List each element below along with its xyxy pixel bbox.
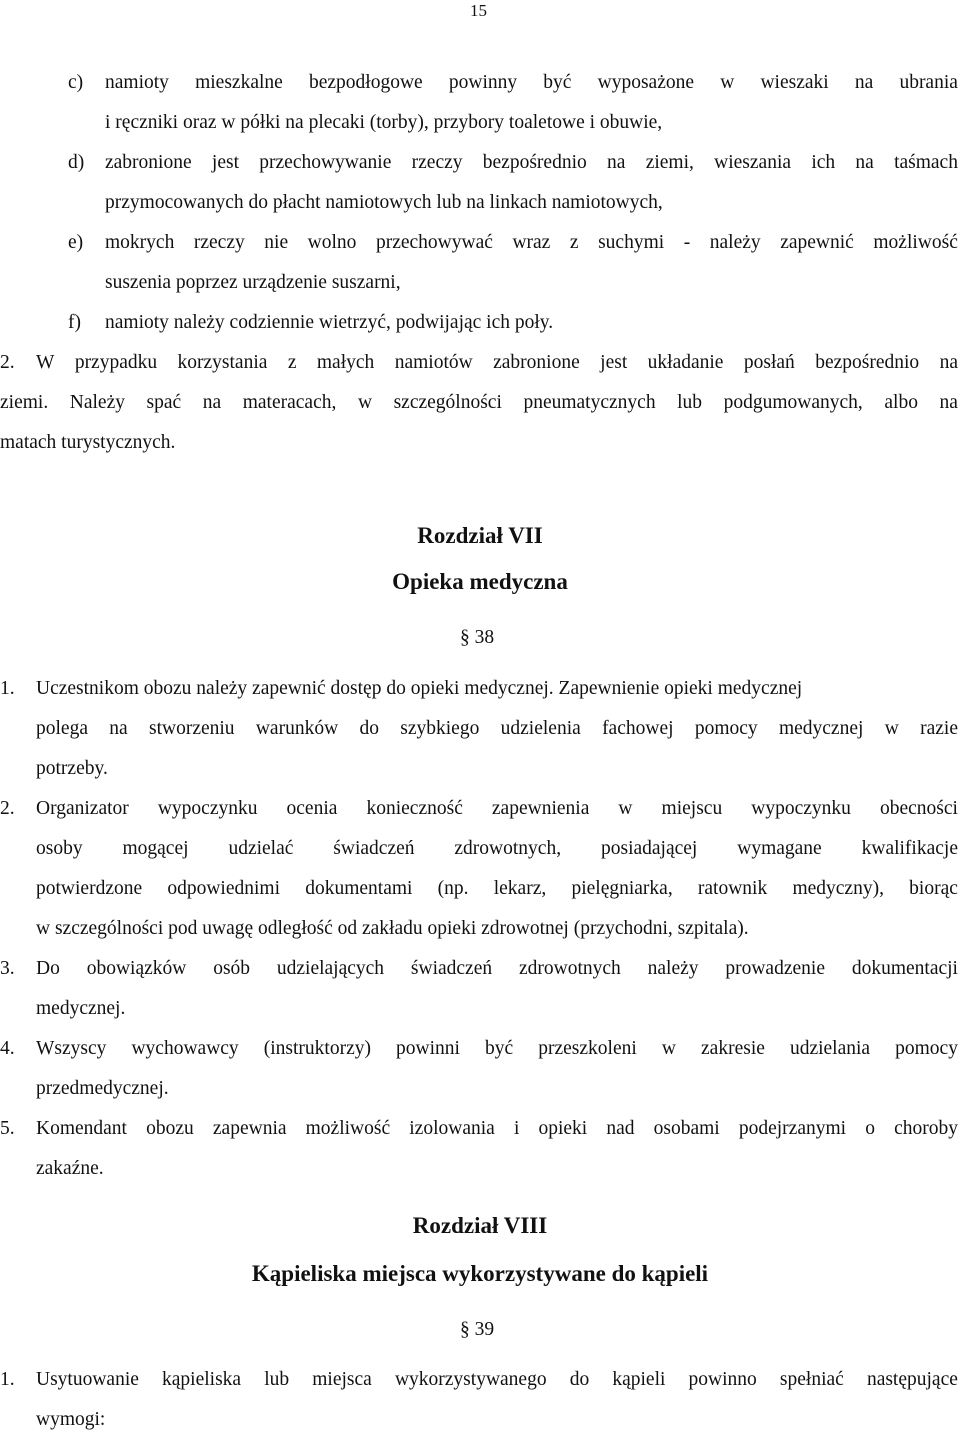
- ch7-item4-line1: [36, 1037, 958, 1061]
- para2-line1: [36, 351, 958, 375]
- word: i: [513, 1118, 520, 1139]
- word: prowadzenie: [725, 958, 825, 979]
- word: osób: [213, 958, 251, 979]
- word: podejrzanymi: [738, 1118, 847, 1139]
- word: zdrowotnych,: [454, 838, 562, 859]
- list-label-d: d): [68, 152, 85, 173]
- word: W: [36, 352, 55, 373]
- ch7-item3-line2: medycznej.: [36, 998, 126, 1019]
- word: namioty: [105, 72, 169, 93]
- ch7-item3-line1: [36, 957, 958, 981]
- word: na: [855, 152, 874, 173]
- word: osoby: [36, 838, 83, 859]
- word: miejscu: [661, 798, 723, 819]
- word: namiotów: [394, 352, 473, 373]
- word: zabronione: [493, 352, 580, 373]
- word: udzielać: [228, 838, 294, 859]
- word: -: [683, 232, 691, 253]
- list-label-c: c): [68, 72, 84, 93]
- word: kwalifikacje: [861, 838, 958, 859]
- word: dokumentami: [305, 878, 413, 899]
- ch7-item5-line2: zakaźne.: [36, 1158, 104, 1179]
- word: następujące: [866, 1369, 958, 1390]
- word: przeszkoleni: [538, 1038, 637, 1059]
- word: wychowawcy: [131, 1038, 239, 1059]
- word: polega: [36, 718, 88, 739]
- word: miejsca: [312, 1369, 372, 1390]
- word: ich: [811, 152, 836, 173]
- word: wymagane: [737, 838, 822, 859]
- word: fachowej: [602, 718, 674, 739]
- word: materacach,: [242, 392, 337, 413]
- word: (instruktorzy): [263, 1038, 371, 1059]
- word: warunków: [255, 718, 339, 739]
- word: możliwość: [873, 232, 958, 253]
- word: wraz: [512, 232, 551, 253]
- word: bezpośrednio: [482, 152, 587, 173]
- ch7-item2-line2: [36, 837, 958, 861]
- word: być: [543, 72, 572, 93]
- word: powinny: [448, 72, 518, 93]
- word: udzielania: [789, 1038, 871, 1059]
- ch7-item1-line3: potrzeby.: [36, 758, 108, 779]
- word: Komendant: [36, 1118, 127, 1139]
- word: wypoczynku: [751, 798, 851, 819]
- ch7-item2-line3: [36, 877, 958, 901]
- word: osobami: [653, 1118, 720, 1139]
- word: mogącej: [122, 838, 189, 859]
- word: korzystania: [177, 352, 268, 373]
- section-38: § 38: [460, 627, 495, 648]
- ch7-item1-label: 1.: [0, 678, 15, 699]
- word: posiadającej: [600, 838, 698, 859]
- word: rzeczy: [193, 232, 245, 253]
- ch7-item2-line1: [36, 797, 958, 821]
- word: nie: [264, 232, 289, 253]
- word: na: [939, 392, 958, 413]
- word: do: [569, 1369, 590, 1390]
- word: Wszyscy: [36, 1038, 107, 1059]
- word: rzeczy: [411, 152, 463, 173]
- word: należy: [647, 958, 699, 979]
- word: bezpodłogowe: [308, 72, 423, 93]
- chapter8-subtitle: Kąpieliska miejsca wykorzystywane do kąpieli: [251, 1261, 709, 1286]
- list-item-c-line2: i ręczniki oraz w półki na plecaki (torby), przybory toaletowe i obuwie,: [105, 112, 663, 133]
- word: mieszkalne: [195, 72, 283, 93]
- list-item-c-line1: [105, 71, 958, 95]
- word: odpowiednimi: [167, 878, 281, 899]
- word: przechowywanie: [259, 152, 392, 173]
- word: świadczeń: [333, 838, 415, 859]
- ch8-item1-label: 1.: [0, 1369, 15, 1390]
- word: stworzeniu: [148, 718, 235, 739]
- para2-label: 2.: [0, 352, 15, 373]
- word: w: [661, 1038, 676, 1059]
- word: wolno: [307, 232, 357, 253]
- word: Usytuowanie: [36, 1369, 139, 1390]
- word: Organizator: [36, 798, 129, 819]
- word: na: [939, 352, 958, 373]
- chapter8-title: Rozdział VIII: [412, 1213, 548, 1238]
- word: wykorzystywanego: [394, 1369, 547, 1390]
- word: zapewnienia: [491, 798, 590, 819]
- word: w: [618, 798, 633, 819]
- word: zapewnia: [212, 1118, 287, 1139]
- word: obecności: [879, 798, 958, 819]
- chapter7-subtitle: Opieka medyczna: [392, 569, 568, 594]
- list-item-f-line1: namioty należy codziennie wietrzyć, podwijając ich poły.: [105, 312, 554, 333]
- word: wieszania: [714, 152, 792, 173]
- ch7-item2-line4: w szczególności pod uwagę odległość od zakładu opieki zdrowotnej (przychodni, szpitala).: [36, 918, 749, 939]
- word: pneumatycznych: [523, 392, 656, 413]
- list-item-e-line2: suszenia poprzez urządzenie suszarni,: [105, 272, 401, 293]
- word: powinno: [688, 1369, 757, 1390]
- word: zdrowotnych: [518, 958, 621, 979]
- word: szybkiego: [400, 718, 480, 739]
- word: lekarz,: [493, 878, 547, 899]
- list-item-d-line2: przymocowanych do płacht namiotowych lub na linkach namiotowych,: [105, 192, 663, 213]
- word: zabronione: [105, 152, 192, 173]
- word: pomocy: [895, 1038, 958, 1059]
- word: ubrania: [899, 72, 958, 93]
- ch7-item3-label: 3.: [0, 958, 15, 979]
- ch7-item5-label: 5.: [0, 1118, 15, 1139]
- word: wieszaki: [760, 72, 829, 93]
- word: obowiązków: [86, 958, 187, 979]
- word: o: [865, 1118, 875, 1139]
- word: w: [720, 72, 735, 93]
- word: z: [569, 232, 579, 253]
- word: udzielenia: [500, 718, 581, 739]
- word: być: [485, 1038, 514, 1059]
- list-label-e: e): [68, 232, 84, 253]
- word: zakresie: [701, 1038, 765, 1059]
- ch7-item4-label: 4.: [0, 1038, 15, 1059]
- ch7-item1-line1: Uczestnikom obozu należy zapewnić dostęp do opieki medycznej. Zapewnienie opieki medycznej: [36, 678, 803, 699]
- word: konieczność: [366, 798, 463, 819]
- word: lub: [264, 1369, 290, 1390]
- word: pielęgniarka,: [571, 878, 673, 899]
- word: izolowania: [409, 1118, 495, 1139]
- word: nad: [606, 1118, 635, 1139]
- ch8-item1-line2: wymogi:: [36, 1409, 106, 1430]
- word: układanie: [647, 352, 724, 373]
- word: na: [109, 718, 128, 739]
- word: udzielających: [276, 958, 385, 979]
- list-item-e-line1: [105, 231, 958, 255]
- word: podgumowanych,: [723, 392, 863, 413]
- word: obozu: [146, 1118, 194, 1139]
- word: świadczeń: [410, 958, 493, 979]
- word: wypoczynku: [157, 798, 258, 819]
- page-number: 15: [470, 1, 487, 20]
- word: Należy: [69, 392, 125, 413]
- word: szczególności: [393, 392, 502, 413]
- word: medyczny),: [792, 878, 884, 899]
- word: przypadku: [74, 352, 158, 373]
- word: małych: [316, 352, 375, 373]
- word: z: [287, 352, 297, 373]
- word: medycznej: [778, 718, 864, 739]
- word: spełniać: [779, 1369, 844, 1390]
- word: zapewnić: [780, 232, 854, 253]
- word: spać: [146, 392, 182, 413]
- word: posłań: [743, 352, 795, 373]
- word: pomocy: [694, 718, 758, 739]
- word: jest: [211, 152, 239, 173]
- word: ocenia: [286, 798, 338, 819]
- word: ratownik: [697, 878, 768, 899]
- chapter7-title: Rozdział VII: [417, 523, 543, 548]
- word: na: [854, 72, 874, 93]
- list-item-d-line1: [105, 151, 958, 175]
- word: powinni: [396, 1038, 460, 1059]
- ch7-item1-line2: [36, 717, 958, 741]
- ch7-item4-line2: przedmedycznej.: [36, 1078, 169, 1099]
- word: taśmach: [894, 152, 958, 173]
- word: suchymi: [598, 232, 665, 253]
- word: ziemi.: [0, 392, 49, 413]
- word: dokumentacji: [851, 958, 958, 979]
- ch7-item2-label: 2.: [0, 798, 15, 819]
- word: w: [357, 392, 373, 413]
- word: do: [359, 718, 379, 739]
- word: lub: [677, 392, 703, 413]
- word: Do: [36, 958, 60, 979]
- word: opieki: [538, 1118, 588, 1139]
- word: na: [607, 152, 626, 173]
- word: bezpośrednio: [815, 352, 920, 373]
- word: albo: [884, 392, 918, 413]
- word: wyposażone: [597, 72, 695, 93]
- word: kąpieliska: [162, 1369, 242, 1390]
- word: w: [884, 718, 899, 739]
- ch8-item1-line1: [36, 1368, 958, 1392]
- word: przechowywać: [375, 232, 493, 253]
- word: potwierdzone: [36, 878, 143, 899]
- word: razie: [920, 718, 958, 739]
- word: biorąc: [909, 878, 958, 899]
- word: na: [202, 392, 222, 413]
- word: możliwość: [305, 1118, 391, 1139]
- section-39: § 39: [460, 1319, 495, 1340]
- word: jest: [600, 352, 628, 373]
- word: ziemi,: [645, 152, 694, 173]
- para2-line3: matach turystycznych.: [0, 432, 176, 453]
- ch7-item5-line1: [36, 1117, 958, 1141]
- para2-line2: [0, 391, 958, 415]
- word: (np.: [437, 878, 469, 899]
- list-label-f: f): [68, 312, 81, 333]
- word: należy: [709, 232, 761, 253]
- word: mokrych: [105, 232, 175, 253]
- word: choroby: [894, 1118, 958, 1139]
- word: kąpieli: [612, 1369, 666, 1390]
